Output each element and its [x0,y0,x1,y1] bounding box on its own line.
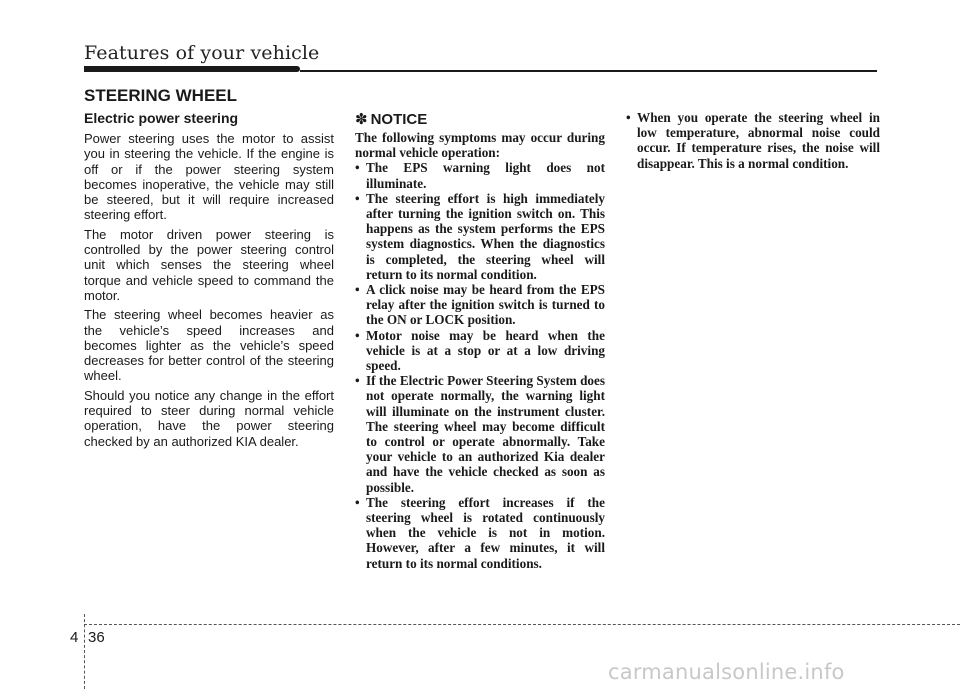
footer-divider [84,614,85,689]
notice-list-item: • The steering effort is high immediately after turning the ignition switch on. This happens as the system performs the EPS system diagnostics. When the diagnostics is completed, the steering wheel will return to its normal condition. [355,191,605,282]
footer-rule [84,624,960,625]
paragraph: The motor driven power steering is controlled by the power steering control unit which senses the steering wheel torque and vehicle speed to command the motor. [84,226,334,303]
header-rule [300,70,877,72]
notice-heading [355,110,605,128]
notice-continued [626,110,880,171]
notice-list-item: • The steering effort increases if the steering wheel is rotated continuously when the vehicle is not in motion. However, after a few minutes, it will return to its normal conditions. [355,495,605,571]
notice-list [355,160,605,570]
notice-intro: The following symptoms may occur during normal vehicle operation: [355,130,605,161]
notice-title: NOTICE [370,110,428,128]
watermark: carmanualsonline.info [608,660,845,684]
paragraph: Should you notice any change in the effort required to steer during normal vehicle operation, have the power steering checked by an authorized KIA dealer. [84,387,334,449]
page-header-title: Features of your vehicle [84,42,320,64]
notice-star-icon: ✽ [355,111,368,128]
notice-list-item: • A click noise may be heard from the EPS relay after the ignition switch is turned to the ON or LOCK position. [355,282,605,328]
notice-list-item: • If the Electric Power Steering System does not operate normally, the warning light will illuminate on the instrument cluster. The steering wheel may become difficult to control or operate abnormally. Take your vehicle to an authorized Kia dealer and have the vehicle checked as soon as possible. [355,373,605,495]
notice-list-continued [626,110,880,171]
subheading-electric-power-steering: Electric power steering [84,110,239,126]
notice-list-item: • The EPS warning light does not illuminate. [355,160,605,190]
header-rule-accent [84,66,300,72]
notice-list-item: • Motor noise may be heard when the vehicle is at a stop or at a low driving speed. [355,328,605,374]
notice-list-item: • When you operate the steering wheel in low temperature, abnormal noise could occur. If temperature rises, the noise will disappear. This is a normal condition. [626,110,880,171]
paragraph: The steering wheel becomes heavier as the vehicle’s speed increases and becomes lighter as the vehicle’s speed decreases for better control of the steering wheel. [84,307,334,384]
page-number: 36 [88,629,105,646]
chapter-number: 4 [70,629,79,646]
notice-box [355,110,605,571]
paragraph: Power steering uses the motor to assist you in steering the vehicle. If the engine is off or if the power steering system becomes inoperative, the vehicle may still be steered, but it will require increased steering effort. [84,131,334,223]
section-title: STEERING WHEEL [84,86,238,105]
column-electric-power-steering [84,110,334,453]
